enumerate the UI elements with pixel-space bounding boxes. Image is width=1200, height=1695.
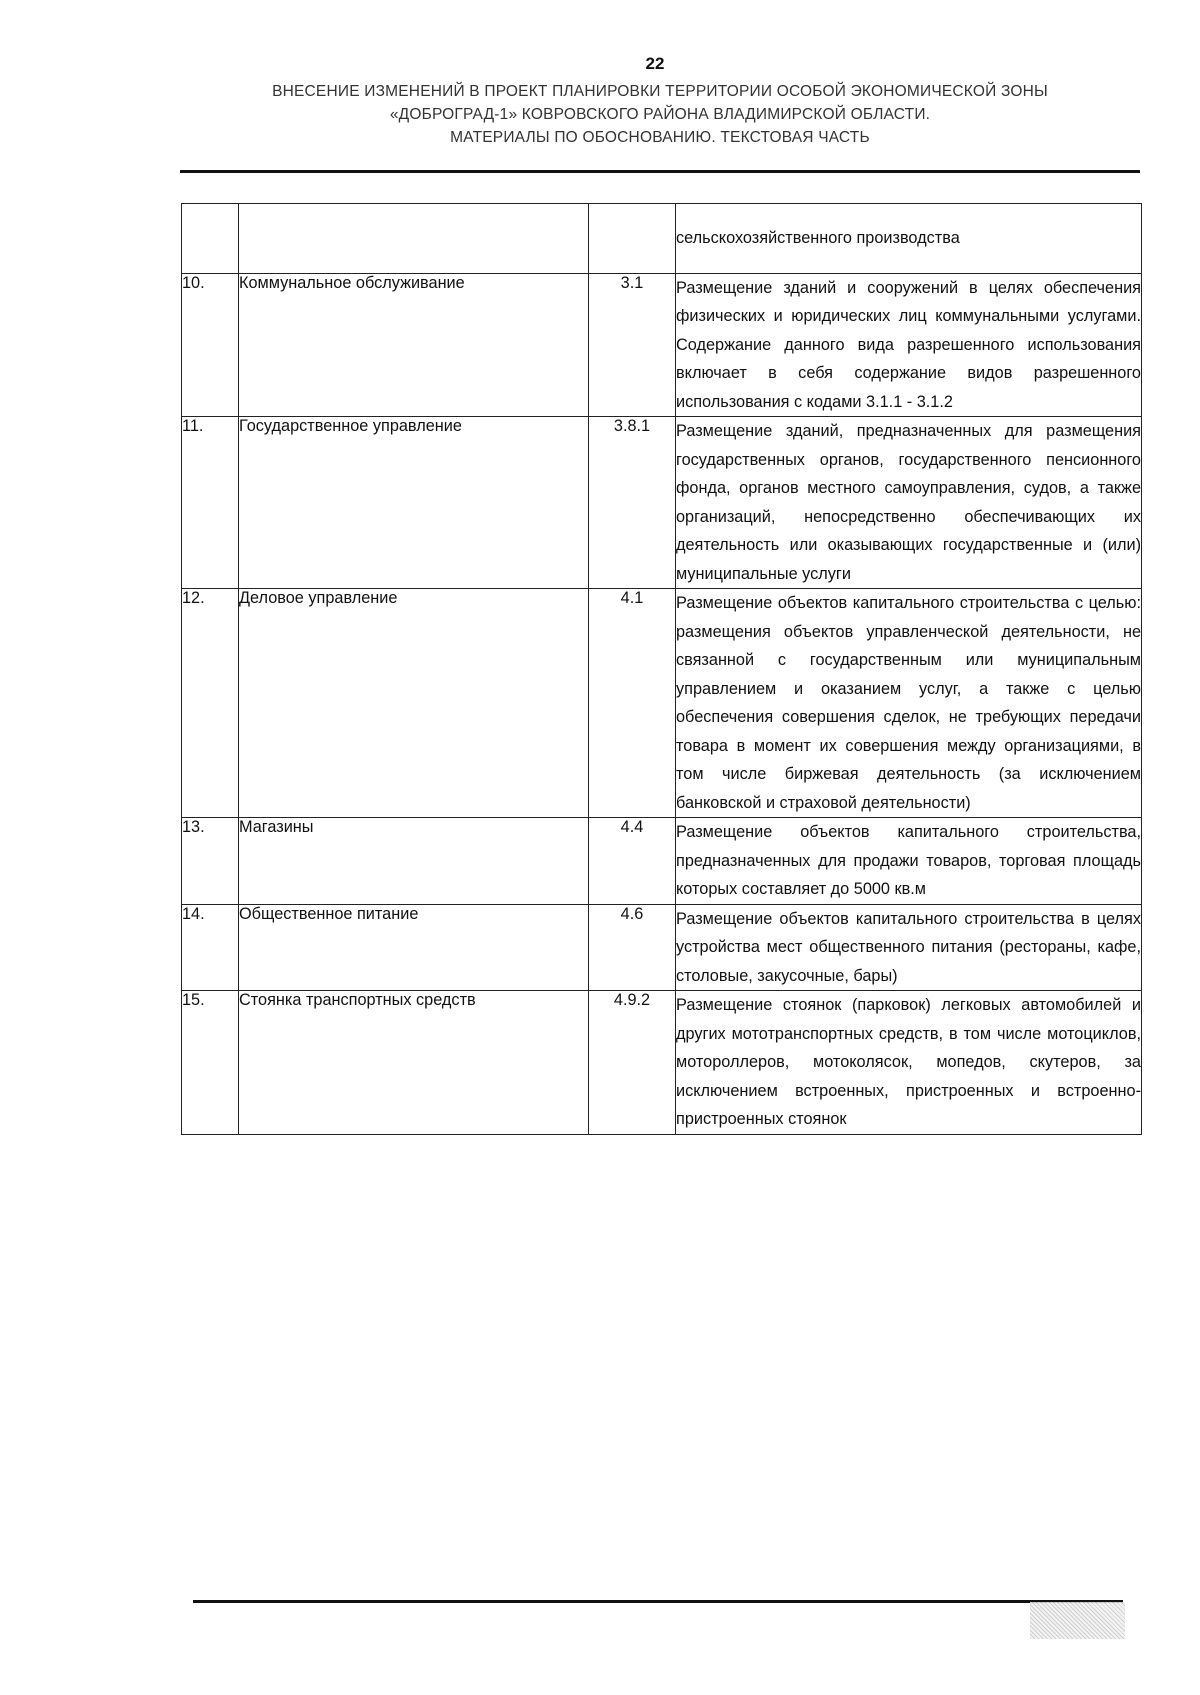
table-row bbox=[182, 204, 1142, 274]
footer-divider bbox=[193, 1600, 1123, 1603]
table-row bbox=[182, 273, 1142, 417]
row-name: Государственное управление bbox=[239, 417, 589, 589]
row-name: Общественное питание bbox=[239, 904, 589, 991]
row-description: Размещение зданий, предназначенных для размещения государственных органов, государственного пенсионного фонда, органов местного самоуправления, судов, а также организаций, непосредственно обеспечивающих их деятельность или оказывающих государственные и (или) муниципальные услуги bbox=[676, 417, 1142, 589]
row-name: Стоянка транспортных средств bbox=[239, 991, 589, 1135]
land-use-table bbox=[181, 203, 1142, 1135]
table-row bbox=[182, 818, 1142, 905]
table-row bbox=[182, 991, 1142, 1135]
row-code: 4.4 bbox=[589, 818, 676, 905]
row-code: 3.1 bbox=[589, 273, 676, 417]
row-number bbox=[182, 204, 239, 274]
header-line-2: «ДОБРОГРАД-1» КОВРОВСКОГО РАЙОНА ВЛАДИМИРСКОЙ ОБЛАСТИ. bbox=[389, 106, 931, 123]
row-number: 11. bbox=[182, 417, 239, 589]
row-number: 14. bbox=[182, 904, 239, 991]
row-code: 4.1 bbox=[589, 589, 676, 818]
row-number: 10. bbox=[182, 273, 239, 417]
row-name: Деловое управление bbox=[239, 589, 589, 818]
row-name: Коммунальное обслуживание bbox=[239, 273, 589, 417]
header-divider bbox=[180, 170, 1140, 173]
scan-stamp-mark bbox=[1030, 1602, 1125, 1639]
row-name: Магазины bbox=[239, 818, 589, 905]
row-number: 15. bbox=[182, 991, 239, 1135]
row-description: Размещение объектов капитального строительства с целью: размещения объектов управленческой деятельности, не связанной с государственным или муниципальным управлением и оказанием услуг, а также с целью обеспечения совершения сделок, не требующих передачи товара в момент их совершения между организациями, в том числе биржевая деятельность (за исключением банковской и страховой деятельности) bbox=[676, 589, 1142, 818]
row-code: 4.6 bbox=[589, 904, 676, 991]
row-description: сельскохозяйственного производства bbox=[676, 204, 1142, 274]
row-code: 3.8.1 bbox=[589, 417, 676, 589]
header-line-1: ВНЕСЕНИЕ ИЗМЕНЕНИЙ В ПРОЕКТ ПЛАНИРОВКИ ТЕРРИТОРИИ ОСОБОЙ ЭКОНОМИЧЕСКОЙ ЗОНЫ bbox=[272, 83, 1048, 100]
row-description: Размещение объектов капитального строительства, предназначенных для продажи товаров, торговая площадь которых составляет до 5000 кв.м bbox=[676, 818, 1142, 905]
page-number: 22 bbox=[645, 54, 665, 73]
table-row bbox=[182, 589, 1142, 818]
row-number: 13. bbox=[182, 818, 239, 905]
header-line-3: МАТЕРИАЛЫ ПО ОБОСНОВАНИЮ. ТЕКСТОВАЯ ЧАСТЬ bbox=[450, 129, 870, 146]
row-description: Размещение зданий и сооружений в целях обеспечения физических и юридических лиц коммунальными услугами. Содержание данного вида разрешенного использования включает в себя содержание видов разрешенного использования с кодами 3.1.1 - 3.1.2 bbox=[676, 273, 1142, 417]
row-name bbox=[239, 204, 589, 274]
document-header bbox=[180, 80, 1140, 149]
table-row bbox=[182, 417, 1142, 589]
row-description: Размещение стоянок (парковок) легковых автомобилей и других мототранспортных средств, в том числе мотоциклов, мотороллеров, мотоколясок, мопедов, скутеров, за исключением встроенных, пристроенных и встроенно-пристроенных стоянок bbox=[676, 991, 1142, 1135]
row-number: 12. bbox=[182, 589, 239, 818]
table-row bbox=[182, 904, 1142, 991]
row-description: Размещение объектов капитального строительства в целях устройства мест общественного питания (рестораны, кафе, столовые, закусочные, бары) bbox=[676, 904, 1142, 991]
row-code bbox=[589, 204, 676, 274]
row-code: 4.9.2 bbox=[589, 991, 676, 1135]
